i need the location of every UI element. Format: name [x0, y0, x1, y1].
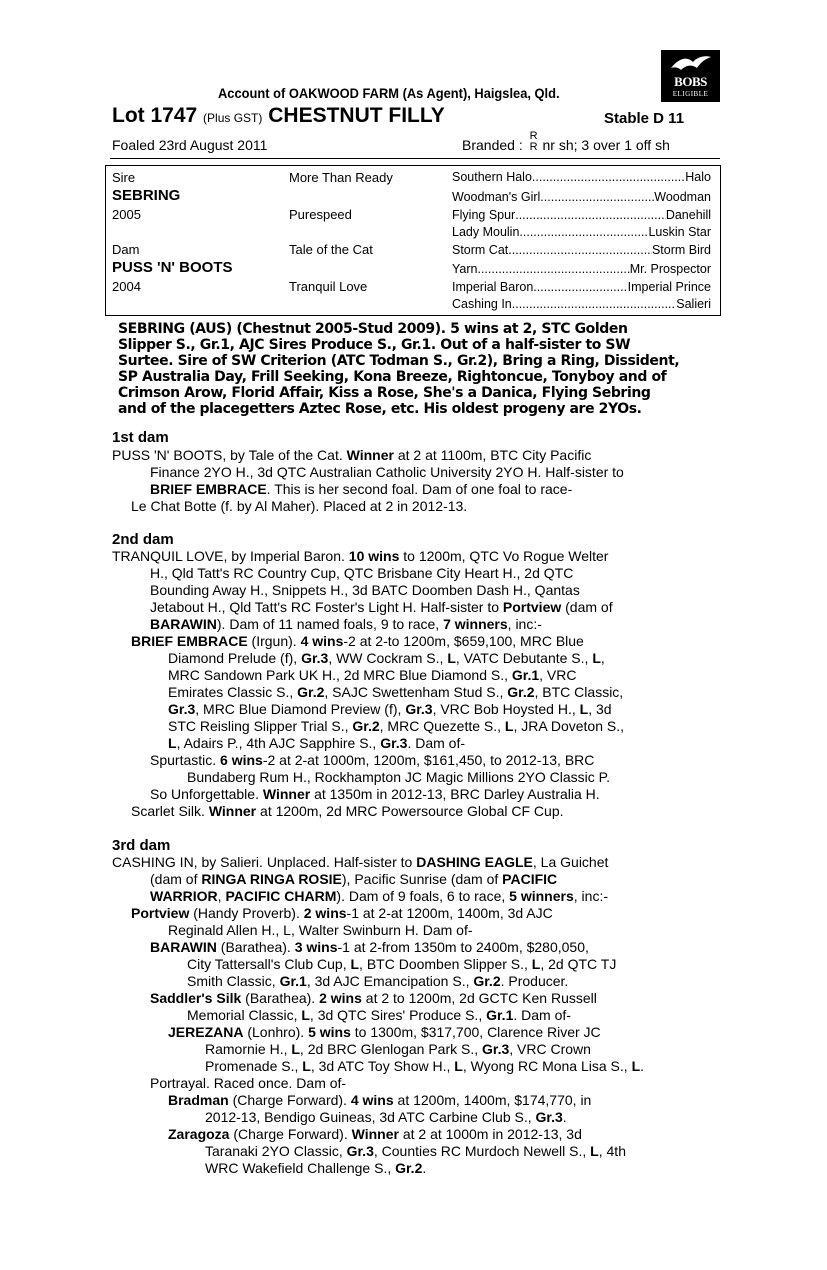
header-divider: [110, 158, 720, 159]
text-line: BARAWIN). Dam of 11 named foals, 9 to race, 7 winners, inc:-: [150, 616, 542, 632]
lot-number: Lot 1747: [112, 104, 198, 127]
ancestor-row: Cashing In ..... Salieri: [452, 297, 711, 311]
text-line: Bradman (Charge Forward). 4 wins at 1200m, 1400m, $174,770, in: [168, 1092, 592, 1108]
ancestor-row: Imperial Baron ..... Imperial Prince: [452, 280, 711, 294]
text-line: Bounding Away H., Snippets H., 3d BATC Doomben Dash H., Qantas: [150, 582, 580, 598]
ancestor-row: Yarn ..... Mr. Prospector: [452, 262, 711, 276]
text-line: City Tattersall's Club Cup, L, BTC Doomben Slipper S., L, 2d QTC TJ: [187, 956, 617, 972]
text-line: 2012-13, Bendigo Guineas, 3d ATC Carbine Club S., Gr.3.: [205, 1109, 567, 1125]
horse-description: CHESTNUT FILLY: [268, 104, 445, 127]
sire-sire: More Than Ready: [289, 170, 393, 185]
text-line: Gr.3, MRC Blue Diamond Preview (f), Gr.3, VRC Bob Hoysted H., L, 3d: [168, 701, 612, 717]
ancestor-row: Lady Moulin ..... Luskin Star: [452, 225, 711, 239]
second-dam-heading: 2nd dam: [112, 531, 174, 548]
sire-dam: Purespeed: [289, 207, 352, 222]
text-line: (dam of RINGA RINGA ROSIE), Pacific Sunrise (dam of PACIFIC: [150, 871, 558, 887]
text-line: Emirates Classic S., Gr.2, SAJC Swettenham Stud S., Gr.2, BTC Classic,: [168, 684, 624, 700]
sire-year: 2005: [112, 207, 141, 222]
dam-year: 2004: [112, 279, 141, 294]
text-line: So Unforgettable. Winner at 1350m in 2012-13, BRC Darley Australia H.: [150, 786, 600, 802]
text-line: Smith Classic, Gr.1, 3d AJC Emancipation S., Gr.2. Producer.: [187, 973, 569, 989]
bobs-eligible-logo: [661, 50, 720, 102]
foaled-date: Foaled 23rd August 2011: [112, 137, 268, 153]
text-line: Portrayal. Raced once. Dam of-: [150, 1075, 347, 1091]
third-dam-heading: 3rd dam: [112, 837, 171, 854]
logo-subtitle: ELIGIBLE: [672, 90, 709, 98]
text-line: Finance 2YO H., 3d QTC Australian Catholic University 2YO H. Half-sister to: [150, 464, 624, 480]
text-line: BARAWIN (Barathea). 3 wins-1 at 2-from 1350m to 2400m, $280,050,: [150, 939, 589, 955]
text-line: Taranaki 2YO Classic, Gr.3, Counties RC Murdoch Newell S., L, 4th: [205, 1143, 626, 1159]
pedigree-table: [105, 165, 721, 316]
text-line: CASHING IN, by Salieri. Unplaced. Half-sister to DASHING EAGLE, La Guichet: [112, 854, 609, 870]
text-line: Diamond Prelude (f), Gr.3, WW Cockram S., L, VATC Debutante S., L,: [168, 650, 605, 666]
dam-label: Dam: [112, 242, 140, 257]
text-line: Jetabout H., Qld Tatt's RC Foster's Light H. Half-sister to Portview (dam of: [150, 599, 613, 615]
text-line: JEREZANA (Lonhro). 5 wins to 1300m, $317,700, Clarence River JC: [168, 1024, 601, 1040]
sire-label: Sire: [112, 170, 136, 185]
text-line: BRIEF EMBRACE (Irgun). 4 wins-2 at 2-to 1200m, $659,100, MRC Blue: [131, 633, 584, 649]
text-line: Spurtastic. 6 wins-2 at 2-at 1000m, 1200m, $161,450, to 2012-13, BRC: [150, 752, 595, 768]
dam-name: PUSS 'N' BOOTS: [112, 259, 233, 276]
ancestor-row: Woodman's Girl ..... Woodman: [452, 190, 711, 204]
text-line: TRANQUIL LOVE, by Imperial Baron. 10 wins to 1200m, QTC Vo Rogue Welter: [112, 548, 609, 564]
text-line: Saddler's Silk (Barathea). 2 wins at 2 to 1200m, 2d GCTC Ken Russell: [150, 990, 597, 1006]
text-line: BRIEF EMBRACE. This is her second foal. Dam of one foal to race-: [150, 481, 573, 497]
text-line: H., Qld Tatt's RC Country Cup, QTC Brisbane City Heart H., 2d QTC: [150, 565, 574, 581]
brand-mark: R R: [529, 130, 538, 153]
text-line: PUSS 'N' BOOTS, by Tale of the Cat. Winner at 2 at 1100m, BTC City Pacific: [112, 447, 592, 463]
stable-location: Stable D 11: [604, 110, 685, 127]
ancestor-row: Southern Halo ..... Halo: [452, 170, 711, 184]
text-line: Le Chat Botte (f. by Al Maher). Placed at 2 in 2012-13.: [131, 498, 468, 514]
plus-gst: (Plus GST): [203, 111, 263, 125]
text-line: Reginald Allen H., L, Walter Swinburn H. Dam of-: [168, 922, 473, 938]
sire-summary: SEBRING (AUS) (Chestnut 2005-Stud 2009). 5 wins at 2, STC Golden Slipper S., Gr.1, AJC Sires Produce S., Gr.1. Out of a half-sister to SW Surtee. Sire of SW Criterion (ATC Todman S., Gr.2), Bring a Ring, Dissident, SP Australia Day, Frill Seeking, Kona Breeze, Rightoncue, Tonyboy and of Crimson Arow, Florid Affair, Kiss a Rose, She's a Danica, Flying Sebring and of the placegetters Aztec Rose, etc. His oldest progeny are 2YOs.: [118, 321, 680, 417]
branded-detail: nr sh; 3 over 1 off sh: [542, 137, 670, 153]
text-line: WARRIOR, PACIFIC CHARM). Dam of 9 foals, 6 to race, 5 winners, inc:-: [150, 888, 608, 904]
text-line: WRC Wakefield Challenge S., Gr.2.: [205, 1160, 427, 1176]
vendor-account: Account of OAKWOOD FARM (As Agent), Haigslea, Qld.: [218, 85, 560, 101]
logo-name: BOBS: [674, 74, 707, 89]
ancestor-row: Flying Spur ..... Danehill: [452, 208, 711, 222]
text-line: Zaragoza (Charge Forward). Winner at 2 at 1000m in 2012-13, 3d: [168, 1126, 582, 1142]
text-line: STC Reisling Slipper Trial S., Gr.2, MRC Quezette S., L, JRA Doveton S.,: [168, 718, 624, 734]
text-line: Portview (Handy Proverb). 2 wins-1 at 2-at 1200m, 1400m, 3d AJC: [131, 905, 553, 921]
first-dam-heading: 1st dam: [112, 429, 169, 446]
text-line: Promenade S., L, 3d ATC Toy Show H., L, Wyong RC Mona Lisa S., L.: [205, 1058, 645, 1074]
branded-label: Branded :: [462, 137, 523, 153]
lot-title: [112, 104, 445, 128]
text-line: Bundaberg Rum H., Rockhampton JC Magic Millions 2YO Classic P.: [187, 769, 611, 785]
text-line: MRC Sandown Park UK H., 2d MRC Blue Diamond S., Gr.1, VRC: [168, 667, 577, 683]
text-line: Scarlet Silk. Winner at 1200m, 2d MRC Powersource Global CF Cup.: [131, 803, 564, 819]
sire-name: SEBRING: [112, 187, 181, 204]
dam-dam: Tranquil Love: [289, 279, 368, 294]
branded-info: [462, 130, 670, 153]
bird-icon: [669, 54, 713, 74]
ancestor-row: Storm Cat ..... Storm Bird: [452, 243, 711, 257]
text-line: Ramornie H., L, 2d BRC Glenlogan Park S., Gr.3, VRC Crown: [205, 1041, 591, 1057]
text-line: Memorial Classic, L, 3d QTC Sires' Produce S., Gr.1. Dam of-: [187, 1007, 571, 1023]
text-line: L, Adairs P., 4th AJC Sapphire S., Gr.3. Dam of-: [168, 735, 466, 751]
dam-sire: Tale of the Cat: [289, 242, 373, 257]
